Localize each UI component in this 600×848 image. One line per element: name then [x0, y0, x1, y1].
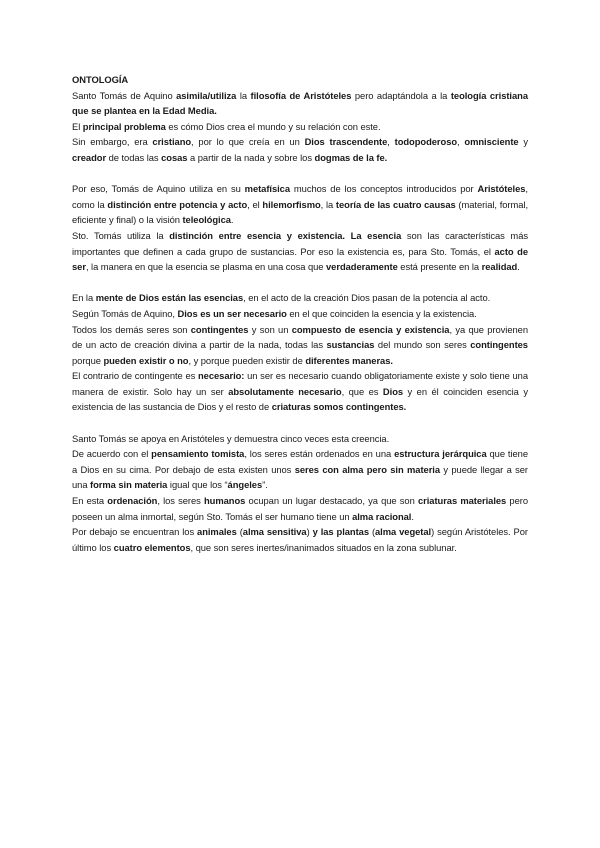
text-run: Sin embargo, era [72, 136, 153, 148]
text-run: , en el acto de la creación Dios pasan de la potencia al acto. [243, 292, 491, 304]
text-run: , los seres [157, 495, 204, 507]
text-run: ) [306, 526, 313, 538]
paragraph [72, 134, 528, 165]
text-run: , ya que provienen de un acto de creación divina a partir de la nada, todas las [72, 323, 528, 351]
text-run: que tiene a Dios en su cima. Por debajo de esta existen unos [72, 448, 528, 475]
text-run: ( [369, 526, 376, 538]
text-run: pero adaptándola a la [351, 89, 451, 101]
bold-text: asimila/utiliza [176, 89, 237, 101]
text-run: En esta [72, 495, 108, 507]
paragraph [72, 290, 528, 306]
paragraph [72, 524, 528, 555]
bold-text: distinción entre esencia y existencia. La esencia [169, 229, 402, 241]
text-run: muchos de los conceptos introducidos por [290, 183, 478, 195]
text-run: . [411, 510, 414, 522]
text-run: , la manera en que la esencia se plasma en una cosa que [85, 261, 327, 273]
text-run: De acuerdo con el [72, 448, 152, 460]
paragraph [72, 88, 528, 119]
section-3 [72, 290, 528, 415]
text-run: , como la [72, 183, 528, 210]
text-run: . [230, 214, 234, 226]
paragraph [72, 228, 528, 275]
text-run: Por eso, Tomás de Aquino utiliza en su [72, 183, 245, 195]
bold-text: seres con alma pero sin materia [294, 463, 441, 475]
paragraph [72, 306, 528, 322]
heading-text: ONTOLOGÍA [72, 74, 129, 85]
text-run: igual que los “ [167, 479, 228, 491]
text-run: Todos los demás seres son [72, 323, 191, 335]
text-run: (material, formal, eficiente y final) o la visión [72, 198, 528, 226]
section-4 [72, 431, 528, 556]
bold-text: Dios es un ser necesario [177, 307, 287, 319]
text-run: , y porque pueden existir de [188, 354, 306, 366]
bold-text: teleológica [182, 214, 231, 226]
bold-text: creador [72, 151, 107, 163]
bold-text: ángeles [227, 479, 263, 491]
bold-text: Aristóteles [477, 183, 526, 195]
bold-text: verdaderamente [326, 261, 398, 273]
paragraph [72, 181, 528, 228]
bold-text: alma racional [352, 510, 412, 522]
text-run: Santo Tomás de Aquino [72, 89, 177, 101]
paragraph [72, 322, 528, 369]
text-run: Por debajo se encuentran los [72, 526, 198, 538]
bold-text: teoría de las cuatro causas [335, 198, 456, 210]
paragraph [72, 493, 528, 524]
bold-text: dogmas de la fe. [314, 151, 388, 163]
bold-text: cristiano [152, 136, 192, 148]
text-run: En la [72, 292, 96, 304]
bold-text: filosofía de Aristóteles [250, 89, 352, 101]
paragraph [72, 431, 528, 447]
bold-text: compuesto de esencia y existencia [291, 323, 450, 335]
text-run: , que es [341, 385, 383, 397]
bold-text: Dios [382, 385, 404, 397]
bold-text: necesario: [197, 370, 245, 382]
text-run: en el que coinciden la esencia y la existencia. [286, 307, 477, 319]
bold-text: alma vegetal [375, 526, 432, 538]
text-run: del mundo son seres [374, 339, 471, 351]
text-run: El contrario de contingente es [72, 370, 198, 382]
bold-text: Dios trascendente [304, 136, 388, 148]
bold-text: y las plantas [312, 526, 369, 538]
bold-text: distinción entre potencia y acto [107, 198, 248, 210]
paragraph [72, 446, 528, 493]
text-run: ( [236, 526, 243, 538]
section-2 [72, 181, 528, 275]
text-run: , la [320, 198, 336, 210]
text-run: a partir de la nada y sobre los [187, 151, 315, 163]
bold-text: alma sensitiva [242, 526, 307, 538]
text-run: y [518, 136, 529, 148]
text-run: es cómo Dios crea el mundo y su relación con este. [165, 120, 381, 132]
bold-text: contingentes [190, 323, 249, 335]
text-run: ”. [262, 479, 268, 491]
text-run: Según Tomás de Aquino, [72, 307, 178, 319]
text-run: son las características más importantes que definen a cada grupo de sustancias. Por eso la existencia es, para Sto. Tomás, el [72, 229, 528, 257]
text-run: , los seres están ordenados en una [244, 448, 395, 460]
text-run: ) según Aristóteles. Por último los [72, 526, 528, 553]
text-run: , por lo que creía en un [191, 136, 305, 148]
bold-text: contingentes [470, 339, 528, 351]
text-run: y son un [248, 323, 292, 335]
text-run: está presente en la [397, 261, 482, 273]
text-run: la [236, 89, 251, 101]
text-run: El [72, 120, 83, 132]
bold-text: animales [197, 526, 237, 538]
bold-text: criaturas materiales [417, 495, 507, 507]
text-run: ocupan un lugar destacado, ya que son [245, 495, 418, 507]
text-run: y en él coinciden esencia y existencia de las sustancia de Dios y el resto de [72, 385, 528, 413]
bold-text: principal problema [82, 120, 166, 132]
bold-text: estructura jerárquica [394, 448, 487, 460]
document-body [72, 72, 528, 555]
bold-text: pensamiento tomista [151, 448, 245, 460]
text-run: porque [72, 354, 104, 366]
section-1 [72, 88, 528, 166]
text-run: y puede llegar a ser una [72, 463, 528, 491]
bold-text: omnisciente [464, 136, 519, 148]
bold-text: mente de Dios están las esencias [95, 292, 244, 304]
text-run: Sto. Tomás utiliza la [72, 229, 170, 241]
bold-text: ordenación [107, 495, 158, 507]
bold-text: diferentes maneras. [305, 354, 393, 366]
bold-text: sustancias [326, 339, 375, 351]
bold-text: criaturas somos contingentes. [271, 401, 407, 413]
text-run: , que son seres inertes/inanimados situados en la zona sublunar. [190, 541, 457, 553]
text-run: , [387, 136, 395, 148]
text-run: , [457, 136, 465, 148]
bold-text: cosas [161, 151, 188, 163]
heading [72, 72, 528, 88]
paragraph [72, 368, 528, 415]
bold-text: pueden existir o no [103, 354, 189, 366]
text-run: pero poseen un alma inmortal, según Sto. Tomás el ser humano tiene un [72, 495, 528, 522]
text-run: . [517, 261, 520, 273]
bold-text: absolutamente necesario [228, 385, 342, 397]
bold-text: metafísica [244, 183, 291, 195]
bold-text: realidad [481, 261, 518, 273]
bold-text: teología cristiana que se plantea en la Edad Media. [72, 89, 528, 117]
bold-text: acto de ser [72, 245, 528, 273]
bold-text: todopoderoso [394, 136, 458, 148]
paragraph [72, 119, 528, 135]
text-run: un ser es necesario cuando obligatoriamente existe y solo tiene una manera de existir. Solo hay un ser [72, 370, 528, 397]
bold-text: humanos [204, 495, 246, 507]
text-run: de todas las [106, 151, 162, 163]
bold-text: cuatro elementos [113, 541, 191, 553]
text-run: Santo Tomás se apoya en Aristóteles y demuestra cinco veces esta creencia. [72, 432, 390, 444]
text-run: , el [247, 198, 263, 210]
bold-text: hilemorfismo [262, 198, 321, 210]
bold-text: forma sin materia [90, 479, 168, 491]
